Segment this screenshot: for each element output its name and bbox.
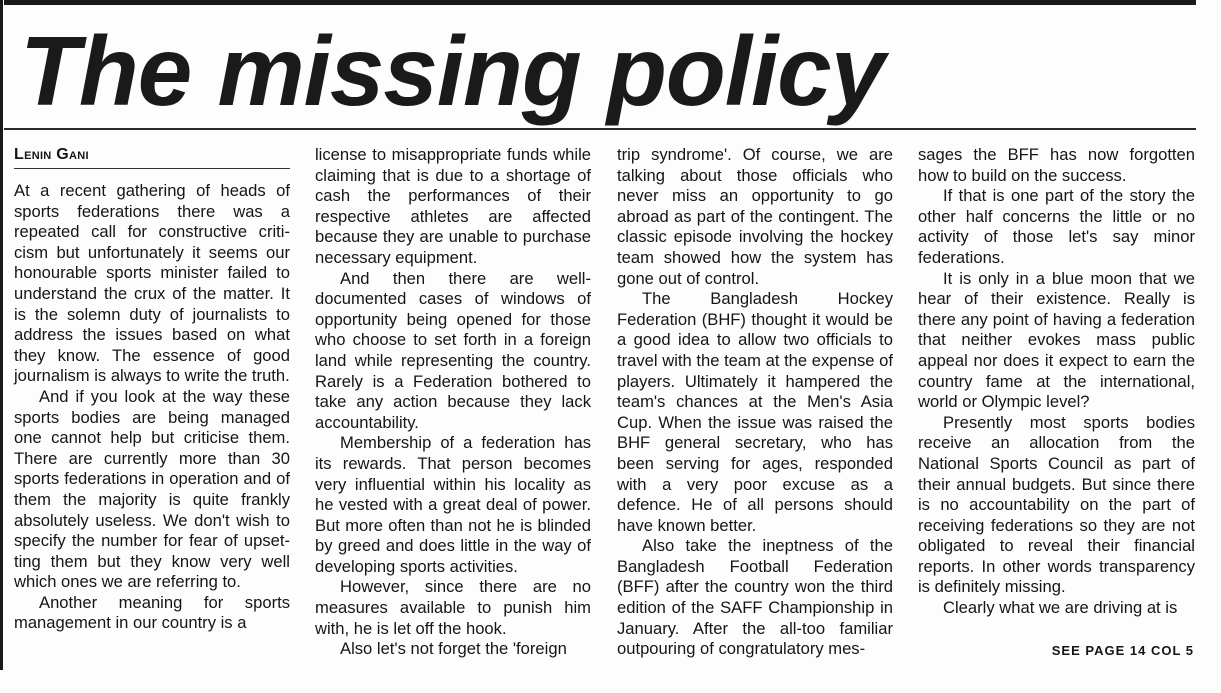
paragraph: Also let's not forget the 'foreign (340, 639, 567, 659)
top-rule (4, 0, 1196, 5)
paragraph: At a recent gathering of heads of sports federations there was a repeated call for constructive criticism but unfortunately it seems our honourable sports minister failed to understand the crux of the matter. It is the solemn duty of journalists to address the issues based on what they know. The essence of good journalism is always to write the truth. (14, 181, 290, 386)
article-column-1 (14, 145, 290, 634)
continuation-link[interactable]: SEE PAGE 14 COL 5 (1051, 643, 1194, 658)
paragraph: Membership of a federation has its rewards. That person becomes very influential within his locality as he vested with a great deal of power. But more often than not he is blinded by greed and does little in the way of developing sports activities. (315, 433, 591, 576)
byline: Lenin Gani (14, 146, 89, 163)
paragraph: It is only in a blue moon that we hear of their existence. Really is there any point of having a federation that neither evokes mass public appeal nor does it expect to earn the country fame at the international, world or Olympic level? (918, 268, 1195, 412)
paragraph: Clearly what we are driving at is (943, 598, 1178, 618)
headline: The missing policy (20, 16, 885, 126)
paragraph: And then there are well-documented cases of windows of opportunity being opened for those who choose to set forth in a foreign land while representing the country. Rarely is a Federation bothered to take any action because they lack accountability. (315, 268, 591, 432)
left-rule (0, 0, 3, 670)
paragraph: Presently most sports bodies receive an allocation from the National Sports Council as part of their annual budgets. But since there is no accountability on the part of receiving federations so they are not obligated to reveal their financial reports. In other words transparency is definitely missing. (918, 412, 1195, 597)
paragraph: Also take the ineptness of the Bangladesh Football Federation (BFF) after the country won the third edition of the SAFF Championship in January. After the all-too familiar outpouring of congratulatory mes- (617, 536, 893, 659)
paragraph: However, since there are no measures available to punish him with, he is let off the hook. (315, 577, 591, 638)
article-column-2 (315, 145, 591, 660)
article-column-4 (918, 145, 1195, 619)
headline-rule (4, 128, 1196, 130)
article-column-3 (617, 145, 893, 660)
paragraph: The Bangladesh Hockey Federation (BHF) thought it would be a good idea to allow two officials to travel with the team at the expense of players. Ultimately it hampered the team's chances at the Men's Asia Cup. When the issue was raised the BHF general secretary, who has been serving for ages, responded with a very poor excuse as a defence. He of all persons should have known better. (617, 289, 893, 535)
paragraph: sages the BFF has now forgotten how to build on the success. (918, 145, 1195, 185)
paragraph: If that is one part of the story the other half concerns the little or no activity of those let's say minor federations. (918, 186, 1195, 267)
paragraph: And if you look at the way these sports bodies are being managed one cannot help but criticise them. There are currently more than 30 sports federations in operation and of them the majority is quite frankly absolutely useless. We don't wish to specify the number for fear of upsetting them but they know very well which ones we are referring to. (14, 386, 290, 592)
byline-rule (14, 168, 290, 169)
paragraph: Another meaning for sports management in our country is a (14, 592, 290, 633)
paragraph: trip syndrome'. Of course, we are talking about those officials who never miss an opportunity to go abroad as part of the contingent. The classic episode involving the hockey team showed how the system has gone out of control. (617, 145, 893, 288)
paragraph: license to misappropriate funds while claiming that is due to a shortage of cash the performances of their respective athletes are affected because they are unable to purchase necessary equipment. (315, 145, 591, 267)
